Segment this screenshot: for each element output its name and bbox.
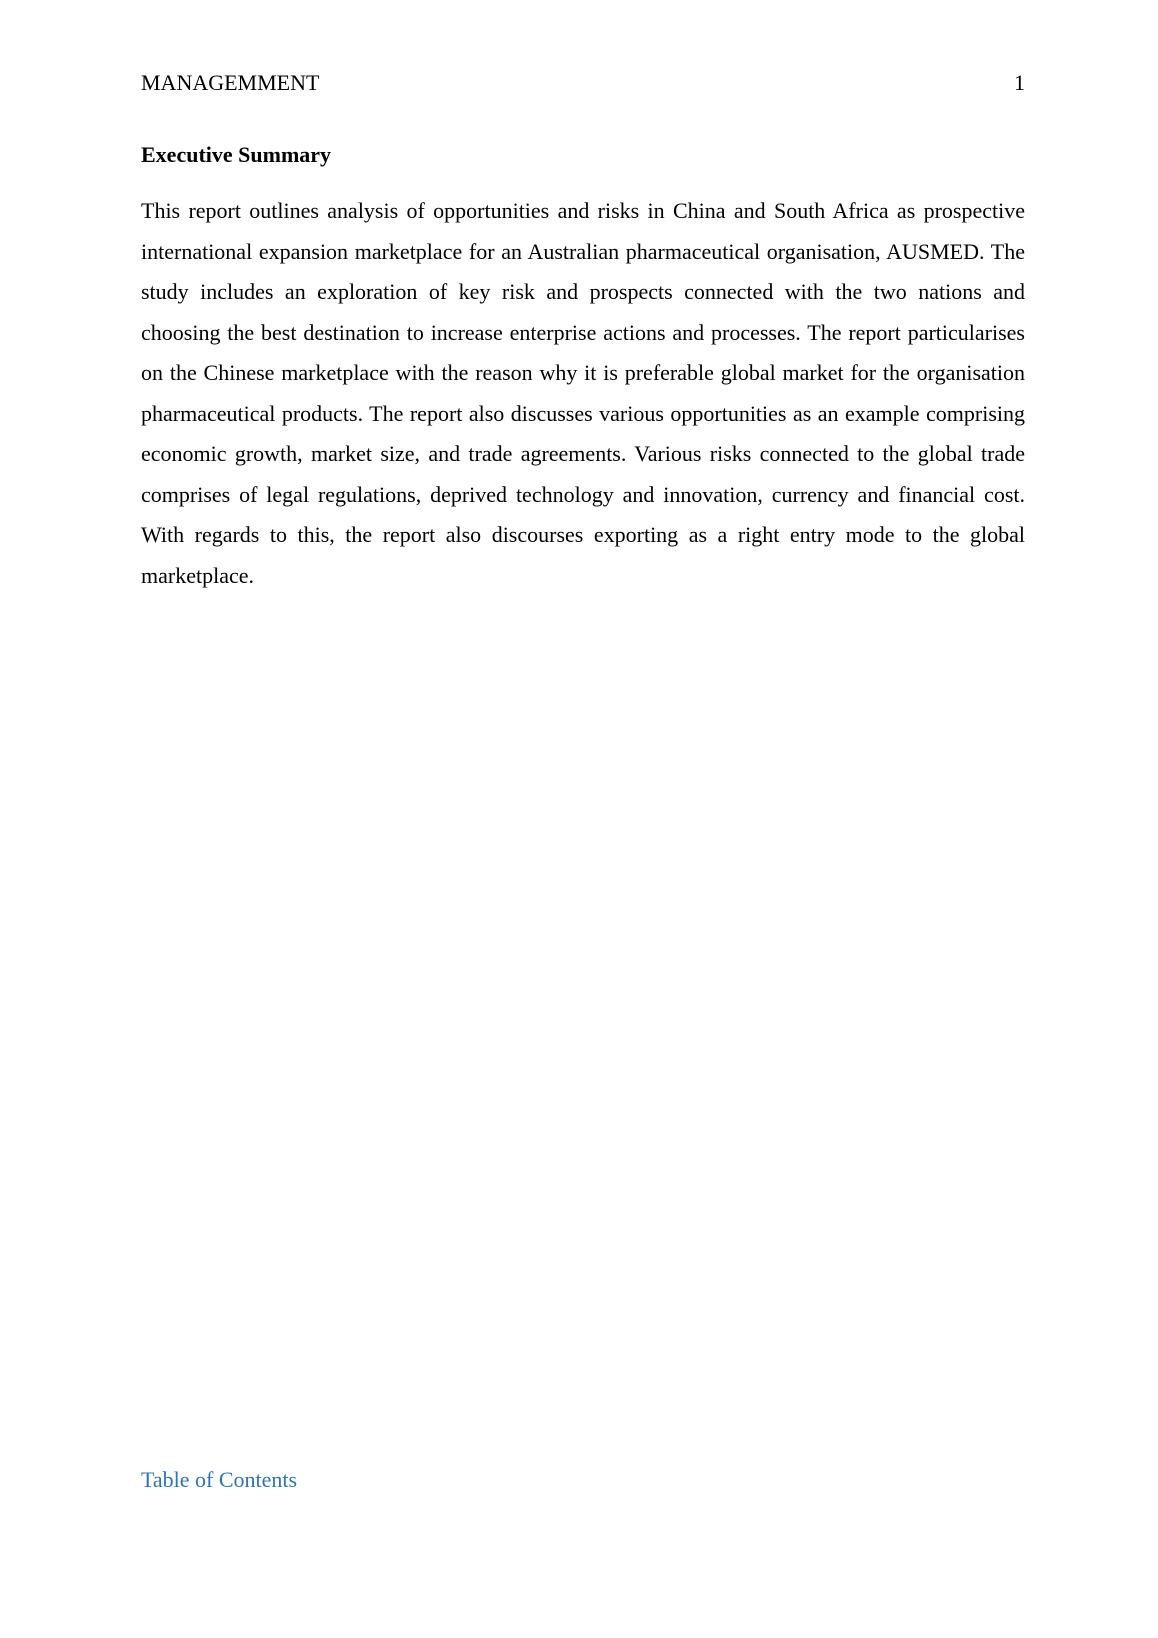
page-number: 1 xyxy=(1014,70,1025,95)
executive-summary-heading: Executive Summary xyxy=(141,142,332,167)
page-header xyxy=(141,68,1025,98)
running-head-title: MANAGEMMENT xyxy=(141,70,320,95)
executive-summary-paragraph: This report outlines analysis of opportunities and risks in China and South Africa as prospective international expansion marketplace for an Australian pharmaceutical organisation, AUSMED. The study includes an exploration of key risk and prospects connected with the two nations and choosing the best destination to increase enterprise actions and processes. The report particularises on the Chinese marketplace with the reason why it is preferable global market for the organisation pharmaceutical products. The report also discusses various opportunities as an example comprising economic growth, market size, and trade agreements. Various risks connected to the global trade comprises of legal regulations, deprived technology and innovation, currency and financial cost. With regards to this, the report also discourses exporting as a right entry mode to the global marketplace. xyxy=(141,198,1025,588)
table-of-contents-heading: Table of Contents xyxy=(141,1467,298,1492)
